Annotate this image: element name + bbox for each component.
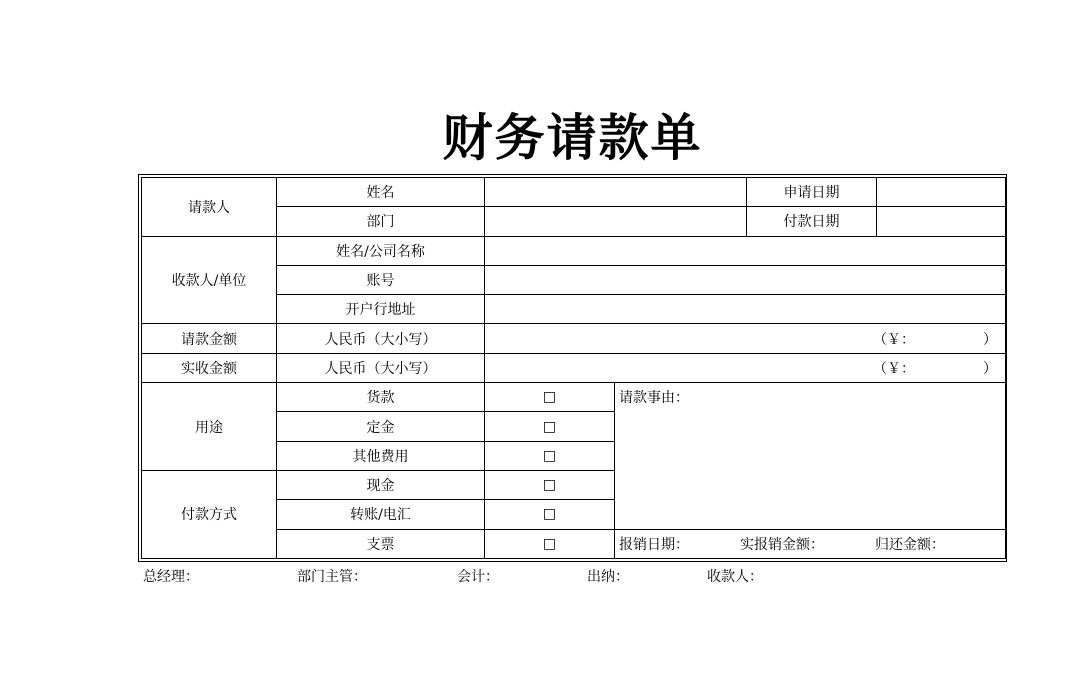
request-amount-field[interactable] — [485, 324, 1006, 353]
cashier-signature-label: 出纳： — [587, 569, 629, 585]
dept-field[interactable] — [485, 207, 747, 236]
reason-field[interactable] — [615, 383, 1006, 529]
payee-section-label: 收款人/单位 — [142, 236, 277, 324]
checkbox-other[interactable]: □ — [485, 441, 615, 470]
reimburse-date-label: 报销日期： — [619, 536, 689, 553]
checkbox-check[interactable]: □ — [485, 529, 615, 558]
received-rmb-label: 人民币（大小写） — [277, 353, 485, 382]
yen-close-label: ） — [983, 360, 997, 377]
account-label: 账号 — [277, 265, 485, 294]
payment-item-cash: 现金 — [277, 470, 485, 499]
reimburse-amount-label: 实报销金额： — [740, 536, 824, 553]
received-amount-label: 实收金额 — [142, 353, 277, 382]
return-amount-label: 归还金额： — [875, 536, 945, 553]
reason-label: 请款事由： — [619, 390, 689, 407]
yen-open-label: （￥： — [873, 331, 915, 348]
purpose-item-deposit: 定金 — [277, 412, 485, 441]
table-row — [142, 324, 1006, 353]
request-form-table — [141, 177, 1006, 559]
bank-label: 开户行地址 — [277, 295, 485, 324]
checkbox-deposit[interactable]: □ — [485, 412, 615, 441]
page-title: 财务请款单 — [442, 108, 703, 167]
dept-label: 部门 — [277, 207, 485, 236]
pay-date-field[interactable] — [877, 207, 1006, 236]
checkbox-transfer[interactable]: □ — [485, 500, 615, 529]
request-amount-label: 请款金额 — [142, 324, 277, 353]
dept-head-signature-label: 部门主管： — [297, 569, 367, 585]
payment-section-label: 付款方式 — [142, 470, 277, 558]
checkbox-goods[interactable]: □ — [485, 383, 615, 412]
table-row — [142, 353, 1006, 382]
bank-field[interactable] — [485, 295, 1006, 324]
pay-date-label: 付款日期 — [747, 207, 877, 236]
purpose-section-label: 用途 — [142, 383, 277, 471]
gm-signature-label: 总经理： — [143, 569, 199, 585]
purpose-item-other: 其他费用 — [277, 441, 485, 470]
payment-item-check: 支票 — [277, 529, 485, 558]
name-label: 姓名 — [277, 178, 485, 207]
payee-name-field[interactable] — [485, 236, 1006, 265]
name-field[interactable] — [485, 178, 747, 207]
accountant-signature-label: 会计： — [457, 569, 499, 585]
purpose-item-goods: 货款 — [277, 383, 485, 412]
table-row — [142, 178, 1006, 207]
requester-section-label: 请款人 — [142, 178, 277, 237]
apply-date-field[interactable] — [877, 178, 1006, 207]
receiver-signature-label: 收款人： — [707, 569, 763, 585]
request-rmb-label: 人民币（大小写） — [277, 324, 485, 353]
account-field[interactable] — [485, 265, 1006, 294]
signature-footer — [143, 566, 843, 588]
yen-close-label: ） — [983, 331, 997, 348]
received-amount-field[interactable] — [485, 353, 1006, 382]
checkbox-cash[interactable]: □ — [485, 470, 615, 499]
payee-name-label: 姓名/公司名称 — [277, 236, 485, 265]
table-row — [142, 236, 1006, 265]
payment-item-transfer: 转账/电汇 — [277, 500, 485, 529]
apply-date-label: 申请日期 — [747, 178, 877, 207]
table-row — [142, 383, 1006, 412]
yen-open-label: （￥： — [873, 360, 915, 377]
reimburse-row — [615, 529, 1006, 558]
